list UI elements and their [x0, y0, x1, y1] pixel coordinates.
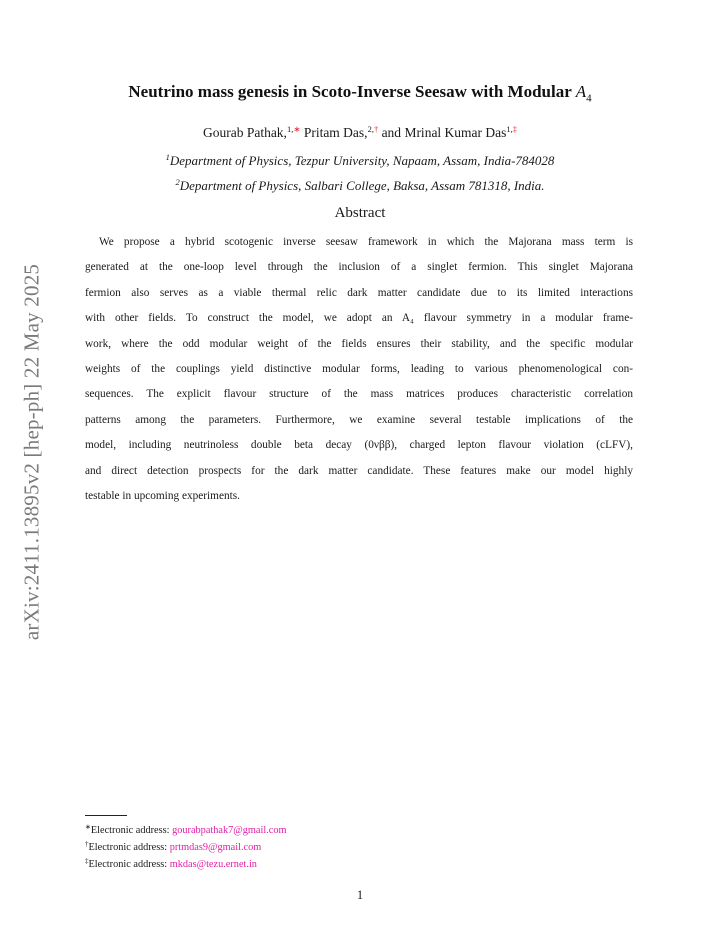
author-conjunction: and: [381, 125, 402, 140]
author-name: Pritam Das,: [303, 125, 368, 140]
author-name: Mrinal Kumar Das: [404, 125, 507, 140]
footnote-link[interactable]: †: [373, 124, 379, 134]
paper-title: [0, 82, 720, 104]
author-list: [0, 124, 720, 141]
abstract-heading: Abstract: [334, 205, 386, 221]
footnote: ‡Electronic address: mkdas@tezu.ernet.in: [85, 857, 257, 870]
affiliation-1: $^1$Department of Physics, Tezpur University, Napaam, Assam, India-784028: [165, 152, 555, 168]
footnote-list: [85, 820, 287, 871]
abstract-line: model, including neutrinoless double beta decay (0νββ), charged lepton flavour violation (cLFV),: [85, 439, 633, 452]
footnote-link[interactable]: ‡: [512, 124, 518, 134]
author-name: Gourab Pathak,: [202, 125, 287, 140]
abstract-body: [85, 233, 633, 512]
email-link[interactable]: mkdas@tezu.ernet.in: [169, 859, 257, 870]
arxiv-identifier-stamp: arXiv:2411.13895v2 [hep-ph] 22 May 2025: [19, 263, 44, 641]
abstract-line: sequences. The explicit flavour structure of the mass matrices produces characteristic correlation: [85, 388, 633, 401]
abstract-line: generated at the one-loop level through the inclusion of a singlet fermion. This singlet Majorana: [85, 261, 633, 274]
email-link[interactable]: gourabpathak7@gmail.com: [172, 825, 287, 836]
title-text: Neutrino mass genesis in Scoto-Inverse Seesaw with Modular: [128, 82, 572, 101]
footnote: ∗Electronic address: gourabpathak7@gmail.com: [85, 823, 287, 836]
page-number: 1: [356, 888, 364, 902]
footnote: †Electronic address: prtmdas9@gmail.com: [85, 840, 262, 853]
abstract-line: testable in upcoming experiments.: [85, 489, 240, 502]
abstract-line: with other fields. To construct the model, we adopt an A₄ flavour symmetry in a modular frame-: [85, 312, 633, 325]
footnote-divider: [85, 815, 127, 816]
affiliation-2: $^2$Department of Physics, Salbari College, Baksa, Assam 781318, India.: [175, 177, 545, 193]
author-affiliation-mark: 1,‡: [506, 124, 518, 134]
abstract-line: We propose a hybrid scotogenic inverse seesaw framework in which the Majorana mass term is: [99, 236, 633, 248]
email-link[interactable]: prtmdas9@gmail.com: [169, 842, 262, 853]
abstract-line: weights of the couplings yield distinctive modular forms, leading to various phenomenological con-: [85, 362, 633, 375]
abstract-line: work, where the odd modular weight of the fields ensures their stability, and the specific modular: [85, 337, 633, 350]
author-affiliation-mark: 2,†: [367, 124, 379, 134]
abstract-line: fermion also serves as a viable thermal relic dark matter candidate due to its limited interactions: [85, 286, 633, 299]
author-affiliation-mark: 1,∗: [286, 124, 301, 134]
title-math-symbol: $A_4$: [575, 82, 592, 105]
footnote-link[interactable]: ∗: [293, 124, 301, 134]
abstract-line: patterns among the parameters. Furthermore, we examine several testable implications of the: [85, 413, 633, 426]
abstract-line: and direct detection prospects for the dark matter candidate. These features make our model highly: [85, 464, 633, 477]
